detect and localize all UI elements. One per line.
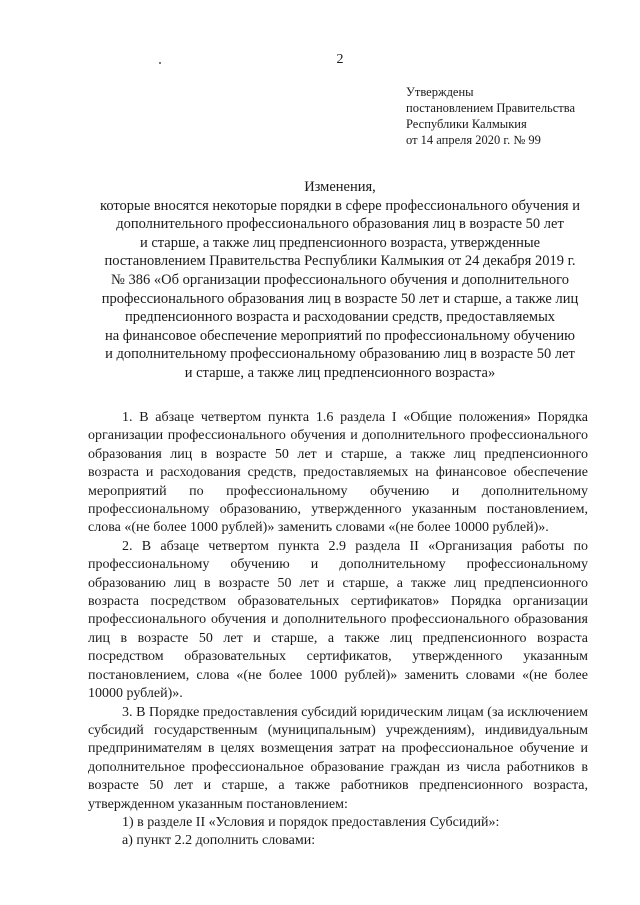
document-title xyxy=(0,178,640,383)
document-body xyxy=(88,409,588,851)
title-line: постановлением Правительства Республики Калмыкия от 24 декабря 2019 г. xyxy=(104,253,576,270)
title-line: на финансовое обеспечение мероприятий по профессиональному обучению xyxy=(104,327,576,344)
approval-block xyxy=(406,84,575,148)
title-line: дополнительного профессионального образования лиц в возрасте 50 лет xyxy=(116,216,564,233)
approval-line: Утверждены xyxy=(406,85,474,99)
page-number: 2 xyxy=(336,52,344,67)
title-line: предпенсионного возраста и расходовании средств, предоставляемых xyxy=(124,309,556,326)
title-line: и дополнительному профессиональному образованию лиц в возрасте 50 лет xyxy=(105,346,575,363)
approval-line: постановлением Правительства xyxy=(406,101,576,115)
title-line: и старше, а также лиц предпенсионного возраста, утвержденные xyxy=(139,234,541,251)
list-item: 1) в разделе II «Условия и порядок предоставления Субсидий»: xyxy=(122,814,500,830)
title-line: Изменения, xyxy=(304,179,376,195)
title-line: профессионального образования лиц в возрасте 50 лет и старше, а также лиц xyxy=(101,290,579,307)
body-paragraph: 1. В абзаце четвертом пункта 1.6 раздела I «Общие положения» Порядка организации профессионального обучения и дополнительного профессионального образования лиц в возрасте 50 лет и старше, а также лиц предпенсионного возраста и расходования средств, предоставляемых на финансовое обеспечение мероприятий по профессиональному обучению и дополнительному профессиональному образованию, утвержденного указанным постановлением, слова «(не более 1000 рублей)» заменить словами «(не более 10000 рублей)». xyxy=(88,410,588,536)
title-line: и старше, а также лиц предпенсионного возраста» xyxy=(184,364,496,381)
approval-line: Республики Калмыкия xyxy=(406,117,527,131)
title-line: № 386 «Об организации профессионального обучения и дополнительного xyxy=(111,271,569,288)
body-paragraph: 2. В абзаце четвертом пункта 2.9 раздела II «Организация работы по профессиональному обучению и дополнительному профессиональному образованию лиц в возрасте 50 лет и старше, а также лиц предпенсионного возраста посредством образовательных сертификатов» Порядка организации профессионального обучения и дополнительного профессионального образования лиц в возрасте 50 лет и старше, а также лиц предпенсионного возраста посредством образовательных сертификатов, утвержденного указанным постановлением, слова «(не более 1000 рублей)» заменить словами «(не более 10000 рублей)». xyxy=(88,538,588,702)
title-line: которые вносятся некоторые порядки в сфере профессионального обучения и xyxy=(100,197,580,214)
body-paragraph: 3. В Порядке предоставления субсидий юридическим лицам (за исключением субсидий государственным (муниципальным) учреждениям), индивидуальным предпринимателям в целях возмещения затрат на профессиональное обучение и дополнительное профессиональное образование граждан из числа работников в возрасте 50 лет и старше, а также работников предпенсионного возраста, утвержденном указанным постановлением: xyxy=(88,704,588,812)
list-item: а) пункт 2.2 дополнить словами: xyxy=(122,833,316,849)
approval-line: от 14 апреля 2020 г. № 99 xyxy=(406,133,541,147)
